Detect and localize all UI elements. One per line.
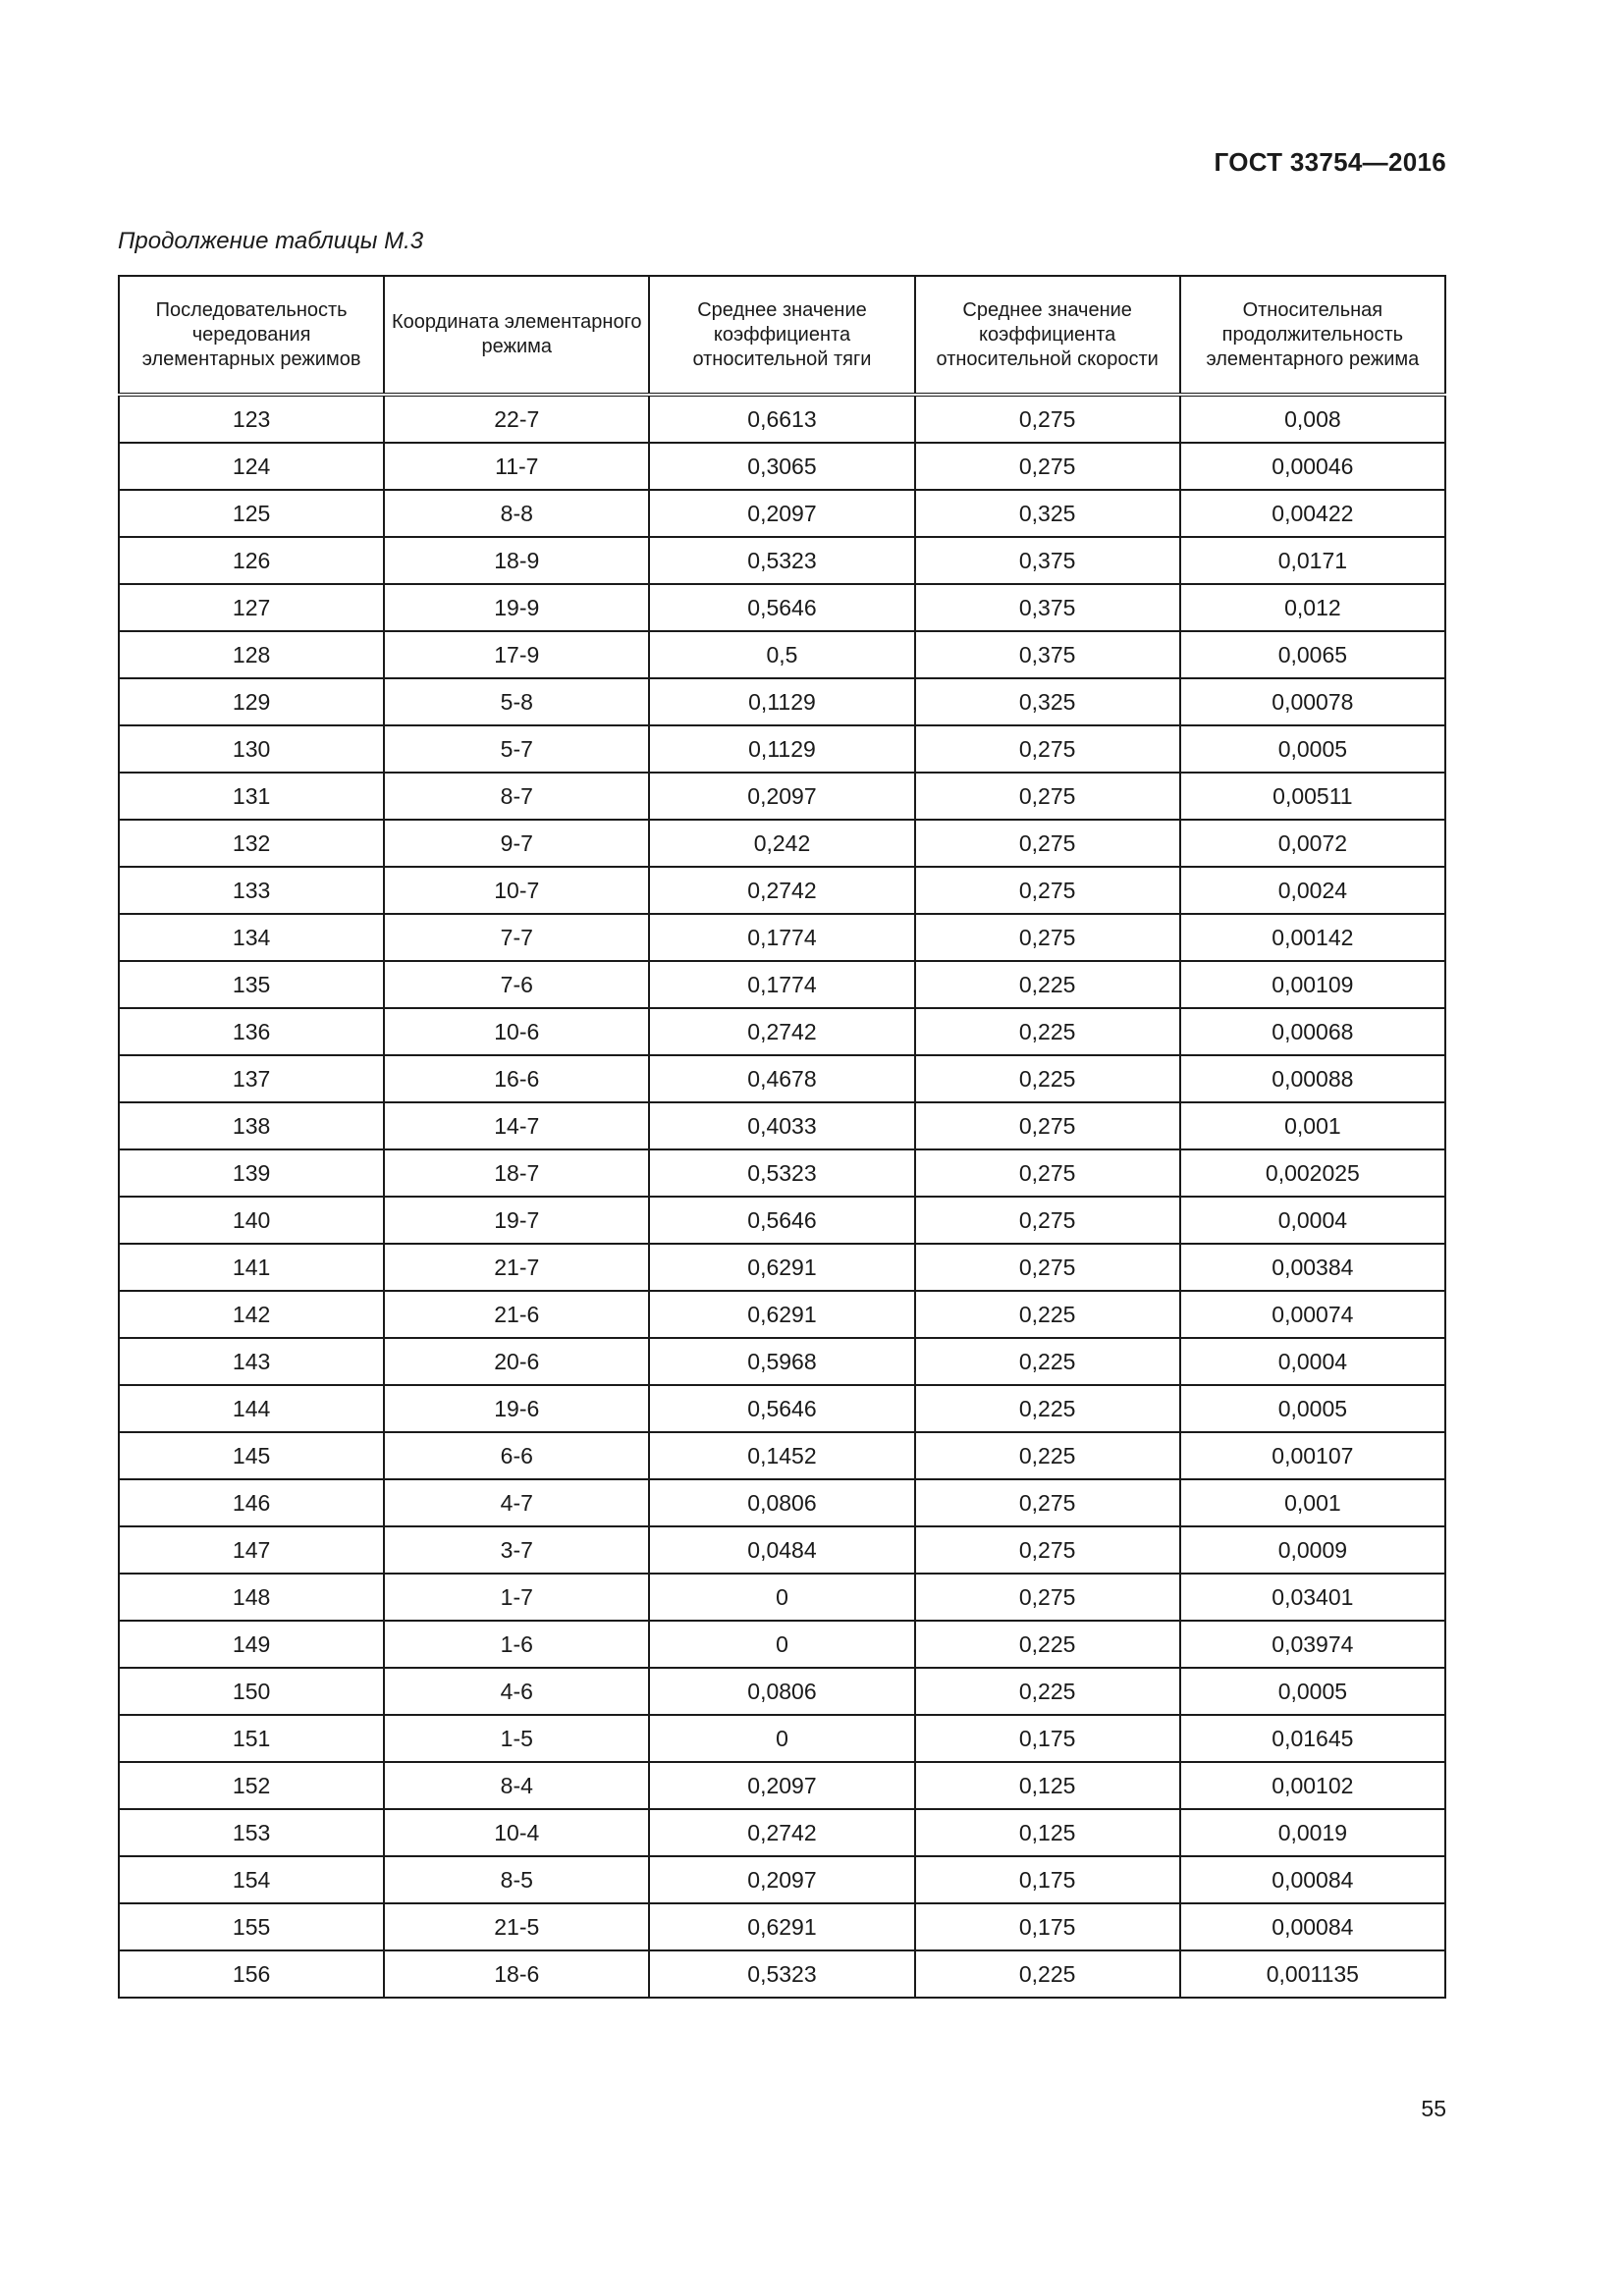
sequence-cell: 130 (119, 725, 384, 773)
thrust-coefficient-cell: 0,1129 (649, 678, 914, 725)
sequence-cell: 125 (119, 490, 384, 537)
sequence-cell: 129 (119, 678, 384, 725)
sequence-cell: 132 (119, 820, 384, 867)
table-row (119, 443, 1445, 490)
relative-duration-cell: 0,00074 (1180, 1291, 1445, 1338)
speed-coefficient-cell: 0,275 (915, 1574, 1180, 1621)
thrust-coefficient-cell: 0,6291 (649, 1903, 914, 1950)
relative-duration-cell: 0,00511 (1180, 773, 1445, 820)
relative-duration-cell: 0,0005 (1180, 725, 1445, 773)
table-row (119, 631, 1445, 678)
table-row (119, 867, 1445, 914)
sequence-cell: 133 (119, 867, 384, 914)
speed-coefficient-cell: 0,275 (915, 1526, 1180, 1574)
sequence-cell: 155 (119, 1903, 384, 1950)
coordinate-cell: 4-6 (384, 1668, 649, 1715)
speed-coefficient-cell: 0,225 (915, 1055, 1180, 1102)
relative-duration-cell: 0,00422 (1180, 490, 1445, 537)
coordinate-cell: 10-7 (384, 867, 649, 914)
sequence-cell: 136 (119, 1008, 384, 1055)
speed-coefficient-cell: 0,275 (915, 1479, 1180, 1526)
relative-duration-cell: 0,012 (1180, 584, 1445, 631)
sequence-cell: 142 (119, 1291, 384, 1338)
speed-coefficient-cell: 0,175 (915, 1715, 1180, 1762)
coordinate-cell: 18-7 (384, 1149, 649, 1197)
coordinate-cell: 22-7 (384, 395, 649, 443)
relative-duration-cell: 0,0004 (1180, 1197, 1445, 1244)
coordinate-cell: 16-6 (384, 1055, 649, 1102)
thrust-coefficient-cell: 0,5646 (649, 1197, 914, 1244)
table-row (119, 961, 1445, 1008)
sequence-cell: 147 (119, 1526, 384, 1574)
speed-coefficient-cell: 0,225 (915, 1291, 1180, 1338)
coordinate-cell: 9-7 (384, 820, 649, 867)
thrust-coefficient-cell: 0,3065 (649, 443, 914, 490)
speed-coefficient-cell: 0,275 (915, 1149, 1180, 1197)
column-header-relative-duration: Относительная продолжительность элементарного режима (1180, 276, 1445, 395)
thrust-coefficient-cell: 0,5323 (649, 1950, 914, 1998)
table-row (119, 395, 1445, 443)
coordinate-cell: 19-7 (384, 1197, 649, 1244)
sequence-cell: 126 (119, 537, 384, 584)
speed-coefficient-cell: 0,275 (915, 395, 1180, 443)
table-row (119, 1338, 1445, 1385)
coordinate-cell: 21-5 (384, 1903, 649, 1950)
sequence-cell: 148 (119, 1574, 384, 1621)
relative-duration-cell: 0,00088 (1180, 1055, 1445, 1102)
thrust-coefficient-cell: 0,6291 (649, 1244, 914, 1291)
speed-coefficient-cell: 0,375 (915, 537, 1180, 584)
sequence-cell: 151 (119, 1715, 384, 1762)
speed-coefficient-cell: 0,175 (915, 1903, 1180, 1950)
sequence-cell: 156 (119, 1950, 384, 1998)
relative-duration-cell: 0,0009 (1180, 1526, 1445, 1574)
table-row (119, 1149, 1445, 1197)
table-row (119, 1102, 1445, 1149)
relative-duration-cell: 0,0065 (1180, 631, 1445, 678)
coordinate-cell: 5-7 (384, 725, 649, 773)
table-row (119, 537, 1445, 584)
table-row (119, 1385, 1445, 1432)
sequence-cell: 149 (119, 1621, 384, 1668)
relative-duration-cell: 0,00142 (1180, 914, 1445, 961)
speed-coefficient-cell: 0,225 (915, 1432, 1180, 1479)
sequence-cell: 153 (119, 1809, 384, 1856)
coordinate-cell: 18-6 (384, 1950, 649, 1998)
table-row (119, 1762, 1445, 1809)
table-row (119, 1479, 1445, 1526)
speed-coefficient-cell: 0,275 (915, 1197, 1180, 1244)
table-row (119, 1950, 1445, 1998)
speed-coefficient-cell: 0,175 (915, 1856, 1180, 1903)
coordinate-cell: 10-6 (384, 1008, 649, 1055)
sequence-cell: 128 (119, 631, 384, 678)
coordinate-cell: 7-7 (384, 914, 649, 961)
relative-duration-cell: 0,00109 (1180, 961, 1445, 1008)
relative-duration-cell: 0,002025 (1180, 1149, 1445, 1197)
relative-duration-cell: 0,03974 (1180, 1621, 1445, 1668)
coordinate-cell: 1-6 (384, 1621, 649, 1668)
coordinate-cell: 19-9 (384, 584, 649, 631)
relative-duration-cell: 0,00084 (1180, 1903, 1445, 1950)
relative-duration-cell: 0,00107 (1180, 1432, 1445, 1479)
speed-coefficient-cell: 0,225 (915, 1338, 1180, 1385)
page-number: 55 (1421, 2096, 1446, 2121)
table-row (119, 678, 1445, 725)
sequence-cell: 146 (119, 1479, 384, 1526)
table-row (119, 1715, 1445, 1762)
sequence-cell: 137 (119, 1055, 384, 1102)
speed-coefficient-cell: 0,275 (915, 820, 1180, 867)
thrust-coefficient-cell: 0,1452 (649, 1432, 914, 1479)
table-body (119, 395, 1445, 1998)
thrust-coefficient-cell: 0,5646 (649, 584, 914, 631)
relative-duration-cell: 0,001 (1180, 1102, 1445, 1149)
coordinate-cell: 17-9 (384, 631, 649, 678)
sequence-cell: 134 (119, 914, 384, 961)
coordinate-cell: 8-4 (384, 1762, 649, 1809)
relative-duration-cell: 0,0072 (1180, 820, 1445, 867)
speed-coefficient-cell: 0,225 (915, 1668, 1180, 1715)
table-row (119, 1291, 1445, 1338)
sequence-cell: 141 (119, 1244, 384, 1291)
thrust-coefficient-cell: 0 (649, 1715, 914, 1762)
column-header-coordinate: Координата элементарного режима (384, 276, 649, 395)
speed-coefficient-cell: 0,275 (915, 725, 1180, 773)
speed-coefficient-cell: 0,375 (915, 584, 1180, 631)
speed-coefficient-cell: 0,225 (915, 961, 1180, 1008)
thrust-coefficient-cell: 0,2742 (649, 1809, 914, 1856)
relative-duration-cell: 0,008 (1180, 395, 1445, 443)
standard-designation: ГОСТ 33754—2016 (1214, 147, 1446, 177)
coordinate-cell: 8-7 (384, 773, 649, 820)
thrust-coefficient-cell: 0,0806 (649, 1668, 914, 1715)
coordinate-cell: 3-7 (384, 1526, 649, 1574)
speed-coefficient-cell: 0,275 (915, 1244, 1180, 1291)
table-row (119, 914, 1445, 961)
sequence-cell: 123 (119, 395, 384, 443)
header-row (119, 276, 1445, 395)
sequence-cell: 145 (119, 1432, 384, 1479)
speed-coefficient-cell: 0,125 (915, 1809, 1180, 1856)
speed-coefficient-cell: 0,225 (915, 1008, 1180, 1055)
thrust-coefficient-cell: 0,2097 (649, 773, 914, 820)
coordinate-cell: 4-7 (384, 1479, 649, 1526)
speed-coefficient-cell: 0,225 (915, 1621, 1180, 1668)
relative-duration-cell: 0,00084 (1180, 1856, 1445, 1903)
table-row (119, 584, 1445, 631)
speed-coefficient-cell: 0,375 (915, 631, 1180, 678)
coordinate-cell: 1-7 (384, 1574, 649, 1621)
coordinate-cell: 10-4 (384, 1809, 649, 1856)
coordinate-cell: 18-9 (384, 537, 649, 584)
table-row (119, 820, 1445, 867)
thrust-coefficient-cell: 0,2097 (649, 1762, 914, 1809)
coordinate-cell: 5-8 (384, 678, 649, 725)
relative-duration-cell: 0,01645 (1180, 1715, 1445, 1762)
coordinate-cell: 14-7 (384, 1102, 649, 1149)
table-caption: Продолжение таблицы М.3 (118, 228, 424, 254)
coordinate-cell: 8-5 (384, 1856, 649, 1903)
sequence-cell: 127 (119, 584, 384, 631)
sequence-cell: 139 (119, 1149, 384, 1197)
relative-duration-cell: 0,03401 (1180, 1574, 1445, 1621)
sequence-cell: 135 (119, 961, 384, 1008)
coordinate-cell: 8-8 (384, 490, 649, 537)
relative-duration-cell: 0,00102 (1180, 1762, 1445, 1809)
coordinate-cell: 19-6 (384, 1385, 649, 1432)
coordinate-cell: 7-6 (384, 961, 649, 1008)
sequence-cell: 144 (119, 1385, 384, 1432)
thrust-coefficient-cell: 0,5323 (649, 537, 914, 584)
speed-coefficient-cell: 0,275 (915, 443, 1180, 490)
table-row (119, 1055, 1445, 1102)
speed-coefficient-cell: 0,275 (915, 867, 1180, 914)
speed-coefficient-cell: 0,325 (915, 490, 1180, 537)
coordinate-cell: 11-7 (384, 443, 649, 490)
relative-duration-cell: 0,00384 (1180, 1244, 1445, 1291)
relative-duration-cell: 0,0024 (1180, 867, 1445, 914)
coordinate-cell: 6-6 (384, 1432, 649, 1479)
thrust-coefficient-cell: 0,0806 (649, 1479, 914, 1526)
speed-coefficient-cell: 0,275 (915, 773, 1180, 820)
table-row (119, 773, 1445, 820)
table-row (119, 725, 1445, 773)
speed-coefficient-cell: 0,225 (915, 1385, 1180, 1432)
thrust-coefficient-cell: 0 (649, 1574, 914, 1621)
table-row (119, 1526, 1445, 1574)
table-row (119, 1244, 1445, 1291)
sequence-cell: 152 (119, 1762, 384, 1809)
thrust-coefficient-cell: 0,4678 (649, 1055, 914, 1102)
table-row (119, 1008, 1445, 1055)
table-row (119, 1809, 1445, 1856)
thrust-coefficient-cell: 0,0484 (649, 1526, 914, 1574)
thrust-coefficient-cell: 0,6613 (649, 395, 914, 443)
speed-coefficient-cell: 0,125 (915, 1762, 1180, 1809)
table-row (119, 1197, 1445, 1244)
sequence-cell: 124 (119, 443, 384, 490)
relative-duration-cell: 0,0171 (1180, 537, 1445, 584)
table-row (119, 1574, 1445, 1621)
sequence-cell: 140 (119, 1197, 384, 1244)
thrust-coefficient-cell: 0,6291 (649, 1291, 914, 1338)
relative-duration-cell: 0,0004 (1180, 1338, 1445, 1385)
table-header (119, 276, 1445, 395)
thrust-coefficient-cell: 0 (649, 1621, 914, 1668)
table-row (119, 1903, 1445, 1950)
thrust-coefficient-cell: 0,5 (649, 631, 914, 678)
thrust-coefficient-cell: 0,2097 (649, 1856, 914, 1903)
speed-coefficient-cell: 0,275 (915, 1102, 1180, 1149)
sequence-cell: 143 (119, 1338, 384, 1385)
column-header-speed-coefficient: Среднее значение коэффициента относительной скорости (915, 276, 1180, 395)
thrust-coefficient-cell: 0,1774 (649, 961, 914, 1008)
data-table (118, 275, 1446, 1999)
table-row (119, 1856, 1445, 1903)
coordinate-cell: 21-7 (384, 1244, 649, 1291)
coordinate-cell: 21-6 (384, 1291, 649, 1338)
thrust-coefficient-cell: 0,2097 (649, 490, 914, 537)
relative-duration-cell: 0,001135 (1180, 1950, 1445, 1998)
relative-duration-cell: 0,00078 (1180, 678, 1445, 725)
table-row (119, 490, 1445, 537)
thrust-coefficient-cell: 0,2742 (649, 867, 914, 914)
thrust-coefficient-cell: 0,4033 (649, 1102, 914, 1149)
speed-coefficient-cell: 0,225 (915, 1950, 1180, 1998)
thrust-coefficient-cell: 0,5968 (649, 1338, 914, 1385)
relative-duration-cell: 0,0019 (1180, 1809, 1445, 1856)
sequence-cell: 131 (119, 773, 384, 820)
sequence-cell: 154 (119, 1856, 384, 1903)
coordinate-cell: 20-6 (384, 1338, 649, 1385)
thrust-coefficient-cell: 0,5323 (649, 1149, 914, 1197)
column-header-sequence: Последовательность чередования элементарных режимов (119, 276, 384, 395)
relative-duration-cell: 0,00068 (1180, 1008, 1445, 1055)
sequence-cell: 138 (119, 1102, 384, 1149)
thrust-coefficient-cell: 0,242 (649, 820, 914, 867)
relative-duration-cell: 0,0005 (1180, 1385, 1445, 1432)
sequence-cell: 150 (119, 1668, 384, 1715)
coordinate-cell: 1-5 (384, 1715, 649, 1762)
speed-coefficient-cell: 0,275 (915, 914, 1180, 961)
thrust-coefficient-cell: 0,1129 (649, 725, 914, 773)
thrust-coefficient-cell: 0,2742 (649, 1008, 914, 1055)
relative-duration-cell: 0,00046 (1180, 443, 1445, 490)
table-row (119, 1432, 1445, 1479)
speed-coefficient-cell: 0,325 (915, 678, 1180, 725)
table-row (119, 1668, 1445, 1715)
relative-duration-cell: 0,0005 (1180, 1668, 1445, 1715)
thrust-coefficient-cell: 0,5646 (649, 1385, 914, 1432)
thrust-coefficient-cell: 0,1774 (649, 914, 914, 961)
column-header-thrust-coefficient: Среднее значение коэффициента относительной тяги (649, 276, 914, 395)
relative-duration-cell: 0,001 (1180, 1479, 1445, 1526)
table-row (119, 1621, 1445, 1668)
